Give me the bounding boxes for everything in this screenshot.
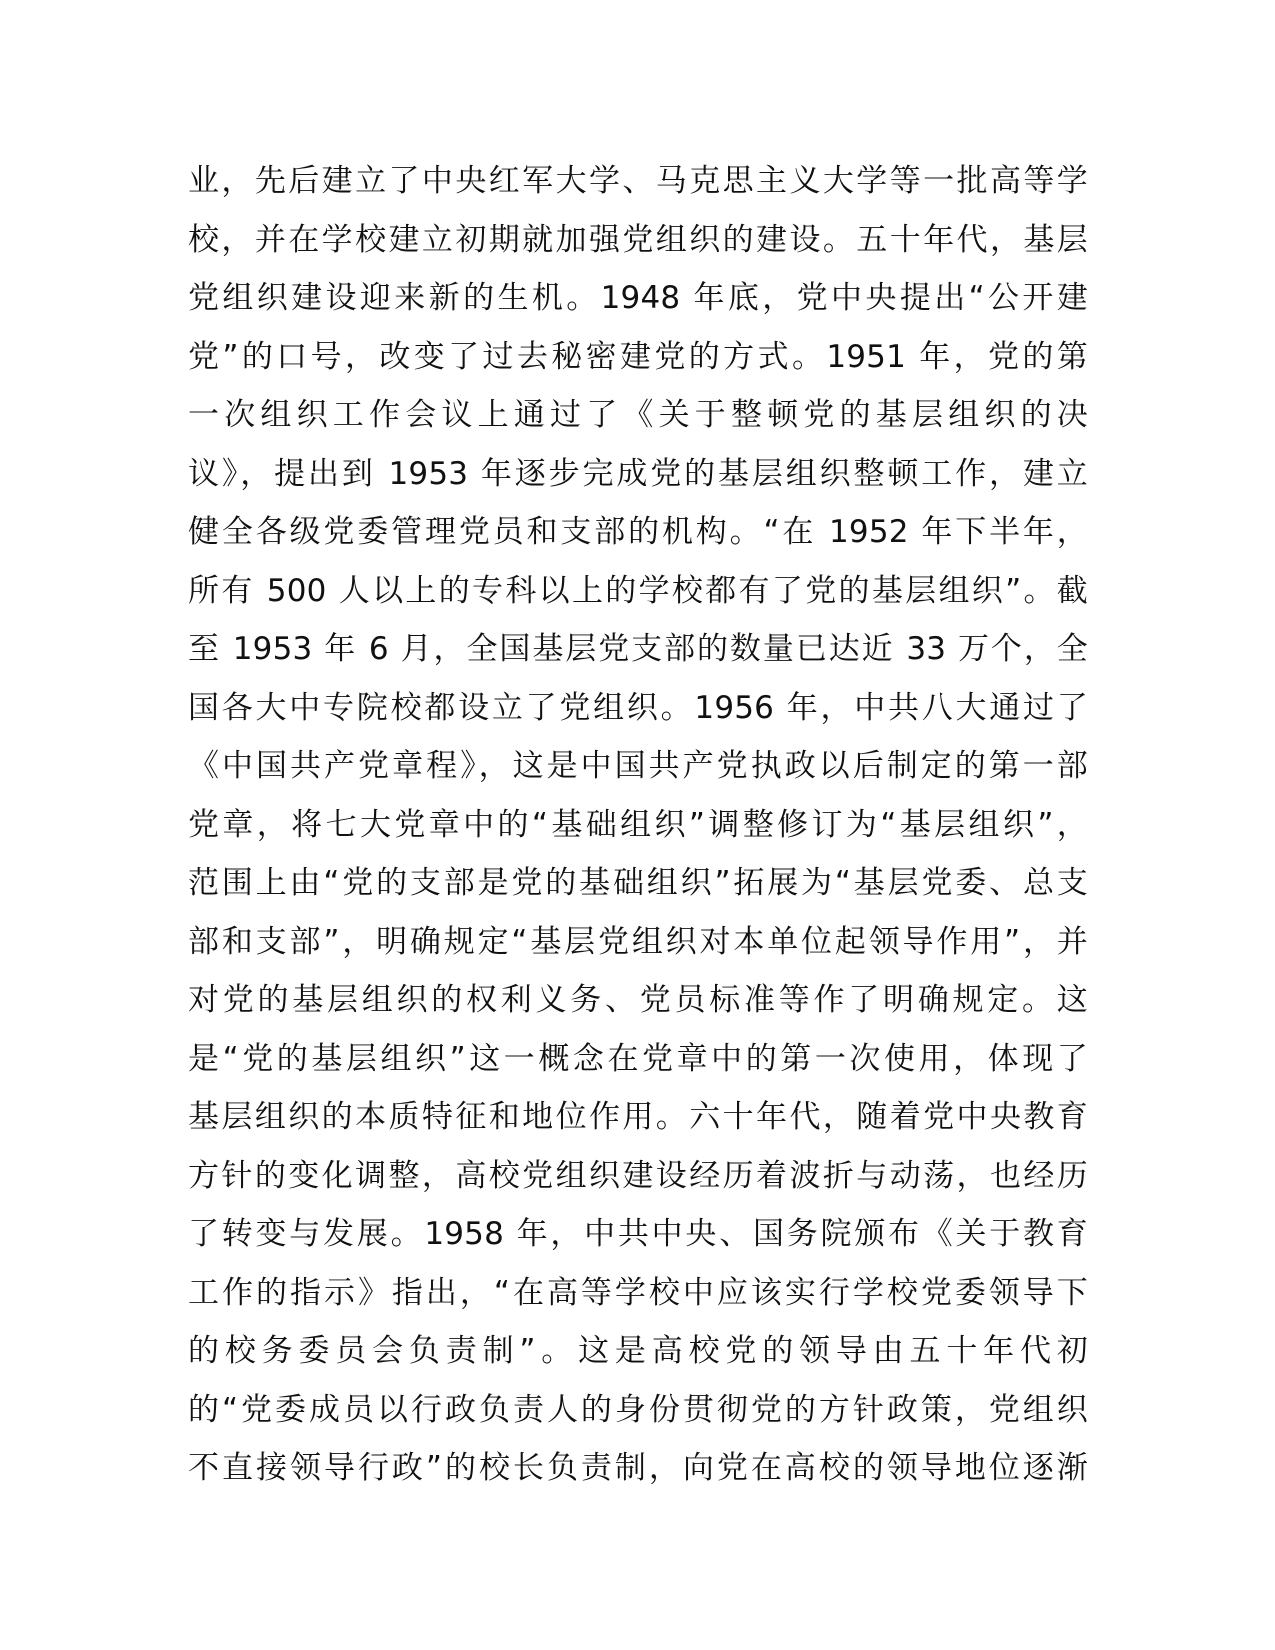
text-line: 的“党委成员以行政负责人的身份贯彻党的方针政策，党组织 <box>188 1391 1088 1428</box>
text-line: 国各大中专院校都设立了党组织。1956 年，中共八大通过了 <box>188 689 1088 726</box>
text-line: 健全各级党委管理党员和支部的机构。“在 1952 年下半年， <box>188 514 1088 550</box>
text-line: 是“党的基层组织”这一概念在党章中的第一次使用，体现了 <box>188 1040 1088 1077</box>
text-line: 党”的口号，改变了过去秘密建党的方式。1951 年，党的第 <box>188 338 1088 375</box>
text-line: 的校务委员会负责制”。这是高校党的领导由五十年代初 <box>188 1333 1088 1369</box>
text-line: 部和支部”，明确规定“基层党组织对本单位起领导作用”，并 <box>188 923 1088 960</box>
text-line: 方针的变化调整，高校党组织建设经历着波折与动荡，也经历 <box>188 1157 1088 1194</box>
text-line: 党章，将七大党章中的“基础组织”调整修订为“基层组织”， <box>188 806 1088 843</box>
text-line: 工作的指示》指出，“在高等学校中应该实行学校党委领导下 <box>188 1274 1088 1311</box>
text-line: 业，先后建立了中央红军大学、马克思主义大学等一批高等学 <box>188 163 1088 199</box>
text-line: 校，并在学校建立初期就加强党组织的建设。五十年代，基层 <box>188 221 1088 258</box>
text-line: 了转变与发展。1958 年，中共中央、国务院颁布《关于教育 <box>188 1216 1088 1252</box>
text-line: 议》，提出到 1953 年逐步完成党的基层组织整顿工作，建立 <box>188 455 1088 492</box>
body-paragraph <box>188 152 1088 1498</box>
text-line: 党组织建设迎来新的生机。1948 年底，党中央提出“公开建 <box>188 280 1088 316</box>
text-line: 对党的基层组织的权利义务、党员标准等作了明确规定。这 <box>188 982 1088 1018</box>
text-line: 基层组织的本质特征和地位作用。六十年代，随着党中央教育 <box>188 1099 1088 1135</box>
text-line: 一次组织工作会议上通过了《关于整顿党的基层组织的决 <box>188 397 1088 433</box>
text-line: 不直接领导行政”的校长负责制，向党在高校的领导地位逐渐 <box>188 1450 1088 1486</box>
text-line: 所有 500 人以上的专科以上的学校都有了党的基层组织”。截 <box>188 572 1088 609</box>
text-line: 至 1953 年 6 月，全国基层党支部的数量已达近 33 万个，全 <box>188 631 1088 667</box>
text-line: 《中国共产党章程》，这是中国共产党执政以后制定的第一部 <box>188 748 1088 784</box>
text-line: 范围上由“党的支部是党的基础组织”拓展为“基层党委、总支 <box>188 865 1088 901</box>
